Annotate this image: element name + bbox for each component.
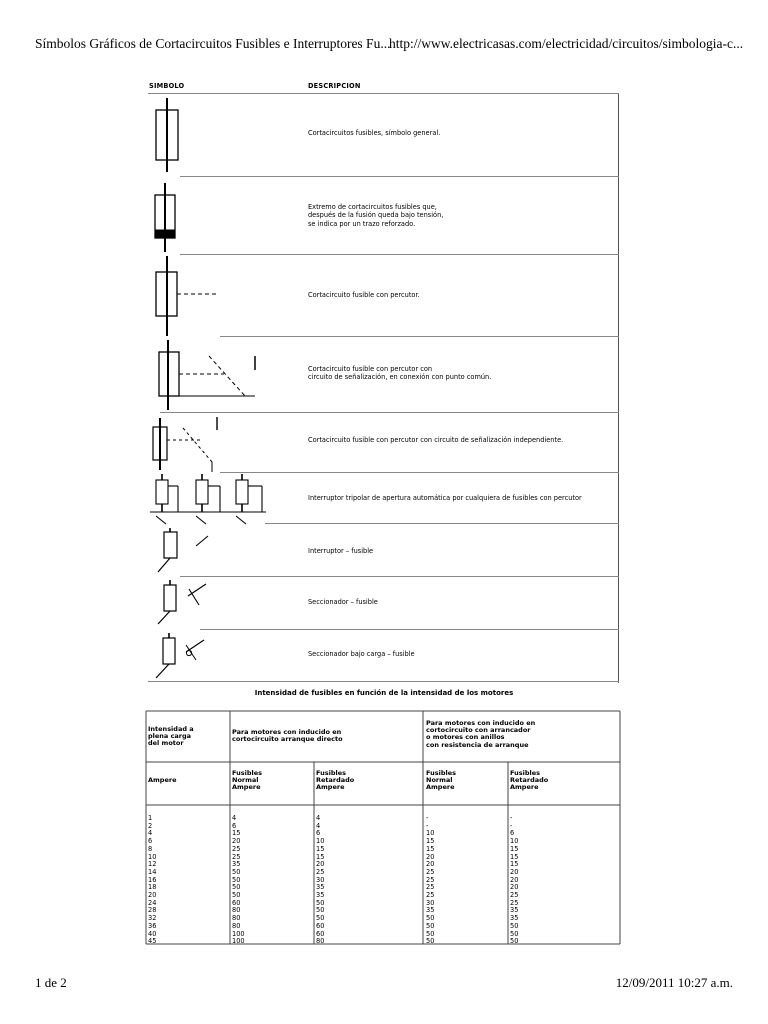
description-switch-fuse: Interruptor – fusible — [308, 547, 374, 555]
table-cell: 50 — [232, 883, 241, 892]
column-starter-normal — [426, 815, 434, 944]
page-header-title: Símbolos Gráficos de Cortacircuitos Fusibles e Interruptores Fu... — [35, 36, 391, 51]
table-cell: 36 — [148, 921, 157, 930]
table-cell: 35 — [232, 860, 241, 869]
table-cell: 6 — [316, 829, 321, 838]
table-cell: 45 — [148, 937, 157, 944]
table-cell: 15 — [510, 860, 519, 869]
table-cell: 20 — [316, 860, 325, 869]
table-cell: 15 — [232, 829, 241, 838]
table-cell: 30 — [316, 875, 325, 884]
table-cell: 80 — [316, 937, 325, 944]
table-cell: 15 — [510, 852, 519, 861]
table-cell: 20 — [148, 891, 157, 900]
column-header-symbol: SIMBOLO — [149, 82, 185, 90]
table-cell: 16 — [148, 875, 157, 884]
description-general-fuse: Cortacircuitos fusibles, símbolo general. — [308, 129, 441, 137]
table-cell: 80 — [232, 906, 241, 915]
table-cell: 100 — [232, 937, 245, 944]
table-cell: 8 — [148, 844, 153, 853]
table-cell: 14 — [148, 867, 157, 876]
ratings-table-title: Intensidad de fusibles en función de la intensidad de los motores — [254, 689, 514, 697]
table-cell: 2 — [148, 821, 153, 830]
description-disconnector-fuse: Seccionador – fusible — [308, 598, 378, 606]
column-direct-normal — [232, 815, 245, 944]
page-number: 1 de 2 — [35, 975, 67, 990]
table-cell: 1 — [148, 814, 153, 822]
table-cell: 18 — [148, 883, 157, 892]
ratings-table-body — [146, 805, 621, 944]
description-fuse-striker: Cortacircuito fusible con percutor. — [308, 291, 420, 299]
table-cell: - — [426, 821, 429, 830]
table-cell: 20 — [426, 860, 435, 869]
header-starter: Para motores con inducido en cortocircuito con arrancador o motores con anillos con resistencia de arranque — [426, 719, 536, 749]
table-cell: 6 — [232, 821, 237, 830]
table-cell: 6 — [148, 837, 153, 846]
table-cell: 15 — [316, 852, 325, 861]
table-cell: 25 — [426, 891, 435, 900]
table-cell: 20 — [426, 852, 435, 861]
table-cell: 35 — [426, 906, 435, 915]
table-cell: 35 — [316, 891, 325, 900]
table-cell: - — [510, 821, 513, 830]
header-direct-delayed: Fusibles Retardado Ampere — [316, 769, 355, 792]
header-direct-start: Para motores con inducido en cortocircuito arranque directo — [232, 728, 343, 744]
table-cell: 50 — [426, 937, 435, 944]
page-header-url[interactable]: http://www.electricasas.com/electricidad/circuitos/simbologia-c... — [389, 36, 744, 51]
table-cell: 50 — [232, 875, 241, 884]
table-cell: 100 — [232, 929, 245, 938]
table-cell: 25 — [510, 891, 519, 900]
table-cell: 50 — [232, 891, 241, 900]
table-cell: 15 — [510, 844, 519, 853]
table-cell: 25 — [426, 875, 435, 884]
table-cell: 60 — [316, 929, 325, 938]
table-cell: 20 — [510, 875, 519, 884]
table-cell: 25 — [510, 898, 519, 907]
table-cell: 28 — [148, 906, 157, 915]
table-cell: 80 — [232, 921, 241, 930]
table-cell: 50 — [510, 937, 519, 944]
table-cell: 4 — [316, 821, 321, 830]
table-cell: 4 — [316, 814, 321, 822]
table-cell: 4 — [148, 829, 153, 838]
table-cell: 25 — [426, 867, 435, 876]
table-cell: 50 — [426, 914, 435, 923]
table-cell: 35 — [510, 906, 519, 915]
column-motor-current — [148, 815, 156, 944]
table-cell: 50 — [232, 867, 241, 876]
table-cell: 15 — [426, 844, 435, 853]
description-three-pole-switch: Interruptor tripolar de apertura automática por cualquiera de fusibles con percutor — [308, 494, 582, 502]
table-cell: - — [510, 814, 513, 822]
table-cell: 15 — [426, 837, 435, 846]
table-cell: 50 — [426, 921, 435, 930]
table-cell: 12 — [148, 860, 157, 869]
table-cell: 50 — [510, 921, 519, 930]
description-fuse-striker-common: Cortacircuito fusible con percutor con circuito de señalización, en conexión con punto común. — [308, 365, 492, 382]
header-starter-delayed: Fusibles Retardado Ampere — [510, 769, 549, 792]
table-cell: 40 — [148, 929, 157, 938]
table-cell: 20 — [510, 867, 519, 876]
print-datetime: 12/09/2011 10:27 a.m. — [615, 975, 733, 990]
table-cell: 25 — [316, 867, 325, 876]
description-fuse-striker-independent: Cortacircuito fusible con percutor con circuito de señalización independiente. — [308, 436, 564, 444]
table-cell: 50 — [316, 906, 325, 915]
table-cell: - — [426, 814, 429, 822]
header-direct-normal: Fusibles Normal Ampere — [232, 769, 262, 792]
table-cell: 60 — [232, 898, 241, 907]
table-cell: 50 — [316, 898, 325, 907]
table-cell: 30 — [426, 898, 435, 907]
description-load-disconnector-fuse: Seccionador bajo carga – fusible — [308, 650, 415, 658]
table-cell: 10 — [316, 837, 325, 846]
column-starter-delayed — [510, 815, 518, 944]
table-cell: 20 — [510, 883, 519, 892]
table-cell: 50 — [510, 929, 519, 938]
table-cell: 20 — [232, 837, 241, 846]
table-cell: 35 — [316, 883, 325, 892]
table-cell: 80 — [232, 914, 241, 923]
table-cell: 24 — [148, 898, 157, 907]
table-cell: 10 — [510, 837, 519, 846]
table-cell: 10 — [148, 852, 157, 861]
table-cell: 25 — [232, 844, 241, 853]
table-cell: 50 — [316, 914, 325, 923]
table-cell: 25 — [232, 852, 241, 861]
table-cell: 6 — [510, 829, 515, 838]
table-cell: 25 — [426, 883, 435, 892]
header-starter-normal: Fusibles Normal Ampere — [426, 769, 456, 792]
column-direct-delayed — [316, 815, 324, 944]
header-ampere: Ampere — [148, 776, 177, 784]
table-cell: 15 — [316, 844, 325, 853]
column-header-description: DESCRIPCION — [308, 82, 361, 90]
description-fuse-live-end: Extremo de cortacircuitos fusibles que, después de la fusión queda bajo tensión, se indica por un trazo reforzado. — [308, 203, 444, 228]
table-cell: 4 — [232, 814, 237, 822]
table-cell: 50 — [426, 929, 435, 938]
table-cell: 32 — [148, 914, 157, 923]
table-cell: 10 — [426, 829, 435, 838]
table-cell: 35 — [510, 914, 519, 923]
header-motor-current: Intensidad a plena carga del motor — [148, 725, 194, 748]
table-cell: 60 — [316, 921, 325, 930]
